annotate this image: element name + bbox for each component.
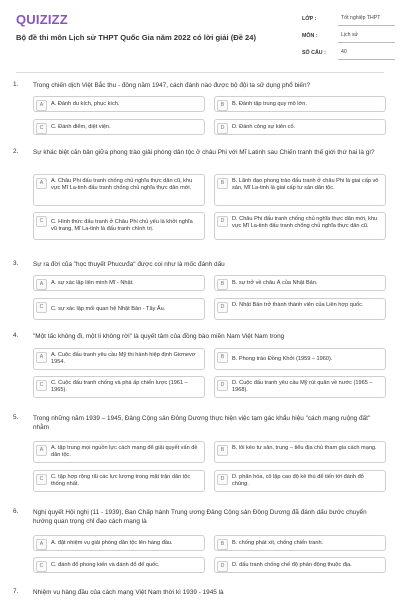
option-a[interactable] [33, 441, 205, 463]
question-text: Trong những năm 1939 – 1945, Đảng Cộng sản Đông Dương thực hiện việc tạm gác khẩu hiệu "cách mạng ruộng đất" nhằm [33, 415, 371, 431]
option-a[interactable] [33, 174, 205, 206]
option-b[interactable] [214, 348, 386, 370]
option-text: C. tập hợp rộng rãi các lực lượng trong mặt trận dân tộc thống nhất. [51, 474, 191, 488]
question-number: 6. [13, 508, 19, 515]
option-a[interactable] [33, 96, 205, 112]
meta-key: LỚP : [302, 16, 317, 22]
meta-row-subject [302, 31, 392, 44]
option-letter: C [36, 474, 47, 485]
option-letter: B [217, 352, 228, 363]
option-letter: C [36, 561, 47, 572]
question-text: Nghị quyết Hội nghị (11 - 1939), Ban Chấp hành Trung ương Đảng Cộng sản Đông Dương đã đánh dấu bước chuyển hướng quan trọng chỉ đạo cách mạng là [33, 509, 367, 525]
option-text: A. Đánh du kích, phục kích. [51, 101, 120, 107]
worksheet-meta [302, 14, 392, 65]
option-text: A. sự xác lập liên minh Mĩ - Nhật. [51, 280, 134, 286]
option-letter: C [36, 302, 47, 313]
question-text: Sự ra đời của "học thuyết Phucưđa" được coi như là mốc đánh dấu [33, 261, 225, 268]
option-text: B. sự trở về châu Á của Nhật Bản. [232, 280, 318, 286]
option-letter: C [36, 216, 47, 227]
option-text: D. Đánh công sự kiên cố. [232, 124, 296, 130]
option-letter: B [217, 178, 228, 189]
option-d[interactable] [214, 119, 386, 135]
option-b[interactable] [214, 275, 386, 291]
option-letter: C [36, 123, 47, 134]
meta-row-class [302, 14, 392, 27]
option-text: B. Phong trào Đồng Khởi (1959 – 1960). [232, 356, 333, 362]
option-c[interactable] [33, 298, 205, 320]
option-c[interactable] [33, 212, 205, 240]
question-text: Sự khác biệt căn bản giữa phong trào giải phóng dân tộc ở châu Phi với Mĩ Latinh sau Chiến tranh thế giới thứ hai là gì? [33, 149, 375, 156]
question-text: "Một tấc không đi, một li không rời" là quyết tâm của đồng bào miền Nam Việt Nam trong [33, 333, 285, 340]
option-letter: B [217, 279, 228, 290]
option-b[interactable] [214, 174, 386, 206]
option-d[interactable] [214, 376, 386, 398]
option-letter: D [217, 380, 228, 391]
meta-key: SỐ CÂU : [302, 50, 326, 56]
option-c[interactable] [33, 557, 205, 573]
option-b[interactable] [214, 441, 386, 463]
option-letter: D [217, 123, 228, 134]
option-letter: D [217, 302, 228, 313]
option-text: B. chống phát xít, chống chiến tranh. [232, 540, 324, 546]
option-text: D. Cuộc đấu tranh yêu cầu Mỹ rút quân về nước (1965 – 1968). [232, 380, 373, 394]
option-letter: A [36, 178, 47, 189]
option-text: D. phân hóa, cô lập cao độ kẻ thù để tiến tới đánh đổ chúng. [232, 474, 364, 488]
option-d[interactable] [214, 557, 386, 573]
option-letter: A [36, 539, 47, 550]
option-text: B. Đánh tập trung quy mô lớn. [232, 101, 307, 107]
option-a[interactable] [33, 348, 205, 370]
option-text: D. Nhật Bản trở thành thành viên của Liên hợp quốc. [232, 302, 364, 308]
option-a[interactable] [33, 535, 205, 551]
option-letter: A [36, 100, 47, 111]
question-number: 1. [13, 81, 19, 88]
option-text: D. Châu Phi đấu tranh chống chủ nghĩa thực dân mới, khu vực Mĩ La-tinh đấu tranh chống chủ nghĩa thực dân cũ. [232, 216, 378, 230]
option-a[interactable] [33, 275, 205, 291]
option-c[interactable] [33, 470, 205, 492]
option-letter: A [36, 352, 47, 363]
option-c[interactable] [33, 119, 205, 135]
meta-value: Lịch sử [338, 31, 395, 43]
question-text: Trong chiến dịch Việt Bắc thu - đông năm 1947, cách đánh nào được bộ đội ta sử dụng phổ biến? [33, 82, 311, 89]
option-text: C. đánh đổ phong kiến và đánh đổ đế quốc. [51, 562, 160, 568]
option-letter: A [36, 279, 47, 290]
question-number: 5. [13, 414, 19, 421]
option-letter: B [217, 445, 228, 456]
option-text: C. Cuộc đấu tranh chống và phá ấp chiến lược (1961 – 1965). [51, 380, 188, 394]
option-text: C. Hình thức đấu tranh ở Châu Phi chủ yếu là khởi nghĩa vũ trang, Mĩ La-tinh là đấu tranh chính trị. [51, 219, 193, 233]
option-text: C. Đánh điểm, diệt viện. [51, 124, 111, 130]
worksheet-title: Bộ đề thi môn Lịch sử THPT Quốc Gia năm 2022 có lời giải (Đề 24) [16, 33, 257, 42]
meta-value: 40 [338, 48, 395, 60]
meta-key: MÔN : [302, 33, 318, 39]
option-text: A. Châu Phi đấu tranh chống chủ nghĩa thực dân cũ, khu vực Mĩ La-tinh đấu tranh chống chủ nghĩa thực dân mới. [51, 178, 193, 192]
option-letter: A [36, 445, 47, 456]
option-d[interactable] [214, 470, 386, 492]
meta-value: Tốt nghiệp THPT [338, 14, 395, 26]
option-letter: B [217, 539, 228, 550]
option-letter: D [217, 216, 228, 227]
header-divider [16, 72, 384, 73]
worksheet-header [0, 0, 400, 68]
option-text: A. Cuộc đấu tranh yêu cầu Mỹ thi hành hiệp định Giơnevơ 1954. [51, 352, 196, 366]
option-d[interactable] [214, 212, 386, 240]
option-text: C. sự xác lập mối quan hệ Nhật Bản - Tây Âu. [51, 306, 166, 312]
meta-row-count [302, 48, 392, 61]
option-text: B. lôi kéo tư sản, trung – tiểu địa chủ tham gia cách mạng. [232, 445, 377, 451]
option-c[interactable] [33, 376, 205, 398]
question-text: Nhiệm vụ hàng đầu của cách mạng Việt Nam thời kì 1939 - 1945 là [33, 589, 224, 596]
option-b[interactable] [214, 535, 386, 551]
option-letter: D [217, 561, 228, 572]
option-b[interactable] [214, 96, 386, 112]
option-letter: D [217, 474, 228, 485]
question-number: 2. [13, 148, 19, 155]
question-number: 7. [13, 588, 19, 595]
option-text: A. tập trung mọi nguồn lực cách mạng để giải quyết vấn đề dân tộc. [51, 445, 198, 459]
option-d[interactable] [214, 298, 386, 320]
option-letter: B [217, 100, 228, 111]
option-letter: C [36, 380, 47, 391]
question-number: 4. [13, 332, 19, 339]
option-text: D. đấu tranh chống chế độ phản động thuộc địa. [232, 562, 352, 568]
option-text: B. Lãnh đạo phong trào đấu tranh ở châu Phi là giai cấp vô sản, Mĩ La-tinh là giai cấp tư sản dân tộc. [232, 178, 379, 192]
quizizz-logo: QUIZIZZ [16, 12, 68, 27]
option-text: A. đặt nhiệm vụ giải phóng dân tộc lên hàng đầu. [51, 540, 173, 546]
question-number: 3. [13, 260, 19, 267]
